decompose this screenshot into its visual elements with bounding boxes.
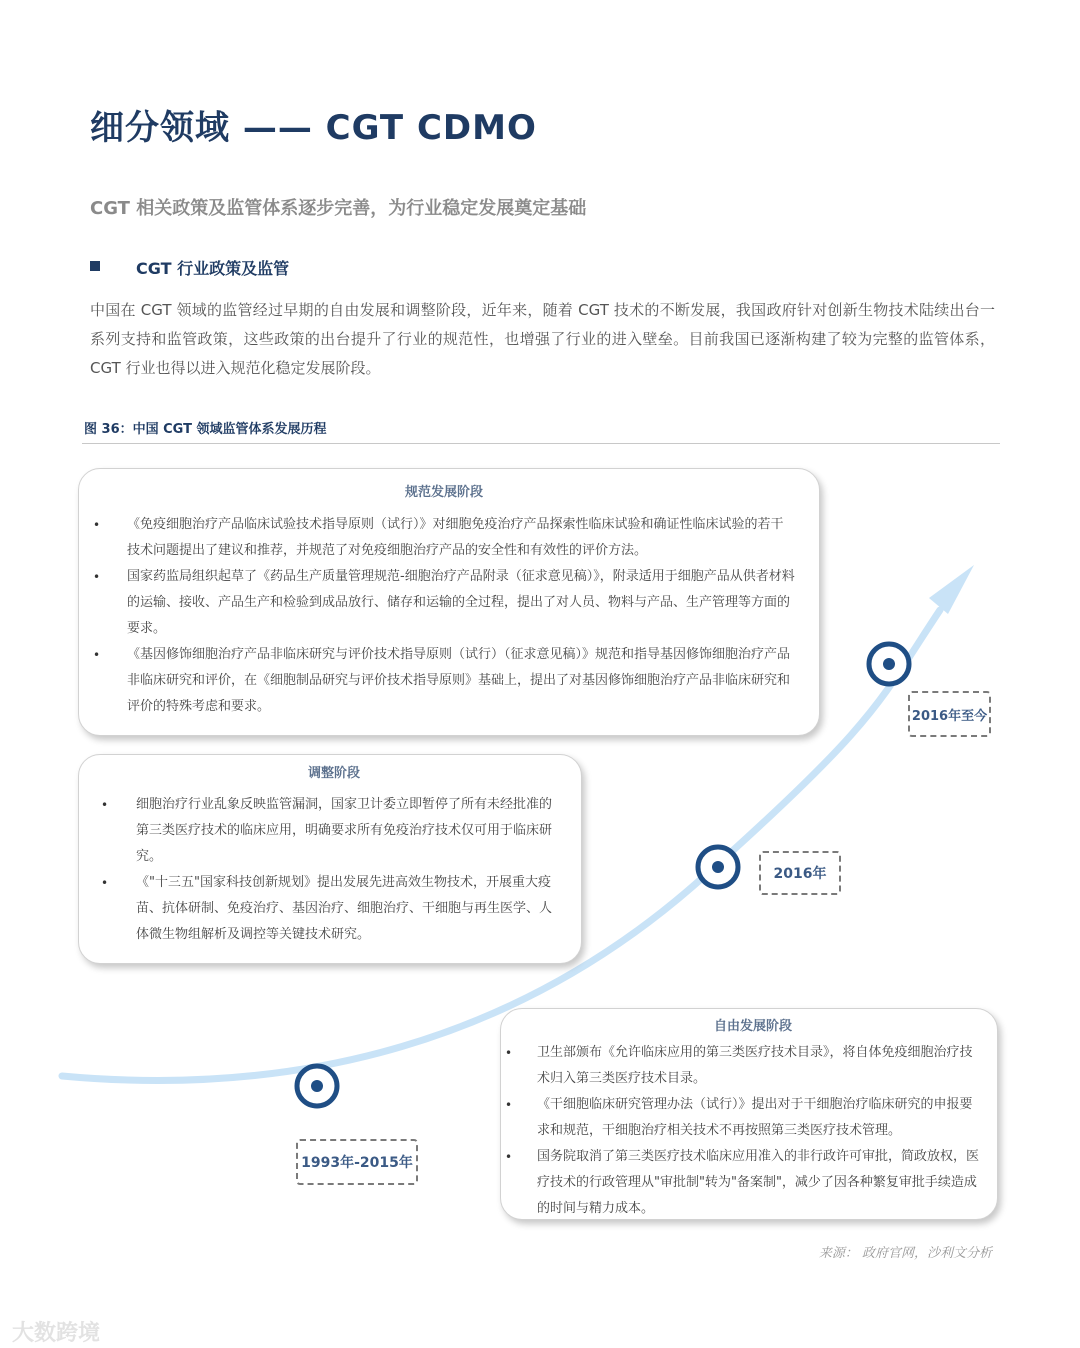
- stage-list-adjustment: [101, 792, 561, 948]
- target-marker-icon: [694, 843, 742, 891]
- section-heading: CGT 行业政策及监管: [136, 259, 290, 278]
- list-item: • 国家药监局组织起草了《药品生产质量管理规范-细胞治疗产品附录（征求意见稿）》，附录适用于细胞产品从供者材料的运输、接收、产品生产和检验到成品放行、储存和运输的全过程，提出了对人员、物料与产品、生产管理等方面的要求。: [93, 569, 795, 636]
- list-item: • 《干细胞临床研究管理办法（试行）》提出对于干细胞治疗临床研究的申报要求和规范，干细胞治疗相关技术不再按照第三类医疗技术管理。: [505, 1097, 973, 1138]
- list-item: • 细胞治疗行业乱象反映监管漏洞，国家卫计委立即暂停了所有未经批准的第三类医疗技术的临床应用，明确要求所有免疫治疗技术仅可用于临床研究。: [101, 797, 553, 864]
- stage-title-adjustment: 调整阶段: [308, 766, 361, 781]
- page-title: 细分领域 —— CGT CDMO: [90, 108, 537, 148]
- watermark-logo: 大数跨境: [12, 1321, 101, 1346]
- stage-list-free: [505, 1040, 981, 1222]
- list-item: • 《"十三五"国家科技创新规划》提出发展先进高效生物技术，开展重大疫苗、抗体研制、免疫治疗、基因治疗、细胞治疗、干细胞与再生医学、人体微生物组解析及调控等关键技术研究。: [101, 875, 553, 942]
- source-note: 来源： 政府官网，沙利文分析: [818, 1246, 992, 1261]
- page-subtitle: CGT 相关政策及监管体系逐步完善，为行业稳定发展奠定基础: [90, 198, 587, 219]
- stage-title-regulated: 规范发展阶段: [404, 485, 483, 500]
- stage-title-free: 自由发展阶段: [713, 1019, 792, 1034]
- stage-card-regulated: [78, 468, 820, 736]
- list-item: • 卫生部颁布《允许临床应用的第三类医疗技术目录》，将自体免疫细胞治疗技术归入第三类医疗技术目录。: [505, 1045, 973, 1086]
- period-label-2016: 2016年: [759, 851, 841, 895]
- stage-card-adjustment: [78, 754, 582, 964]
- body-paragraph: 中国在 CGT 领域的监管经过早期的自由发展和调整阶段，近年来，随着 CGT 技术的不断发展，我国政府针对创新生物技术陆续出台一系列支持和监管政策，这些政策的出台提升了行业的规范性，也增强了行业的进入壁垒。目前我国已逐渐构建了较为完整的监管体系，CGT 行业也得以进入规范化稳定发展阶段。: [90, 301, 995, 377]
- list-item: • 国务院取消了第三类医疗技术临床应用准入的非行政许可审批，简政放权，医疗技术的行政管理从"审批制"转为"备案制"，减少了因各种繁复审批手续造成的时间与精力成本。: [505, 1149, 980, 1216]
- period-label-1993-2015: 1993年-2015年: [296, 1139, 418, 1185]
- stage-list-regulated: [93, 512, 795, 720]
- stage-card-free: [500, 1008, 998, 1220]
- target-marker-icon: [865, 640, 913, 688]
- list-item: • 《免疫细胞治疗产品临床试验技术指导原则（试行）》对细胞免疫治疗产品探索性临床试验和确证性临床试验的若干技术问题提出了建议和推荐，并规范了对免疫细胞治疗产品的安全性和有效性的评价方法。: [93, 517, 784, 558]
- list-item: • 《基因修饰细胞治疗产品非临床研究与评价技术指导原则（试行）（征求意见稿）》规范和指导基因修饰细胞治疗产品非临床研究和评价，在《细胞制品研究与评价技术指导原则》基础上，提出了对基因修饰细胞治疗产品非临床研究和评价的特殊考虑和要求。: [93, 647, 791, 714]
- figure-caption: 图 36：中国 CGT 领域监管体系发展历程: [84, 422, 327, 437]
- target-marker-icon: [293, 1062, 341, 1110]
- period-label-2016-now: 2016年至今: [908, 691, 991, 737]
- arrow-head-icon: [929, 565, 974, 614]
